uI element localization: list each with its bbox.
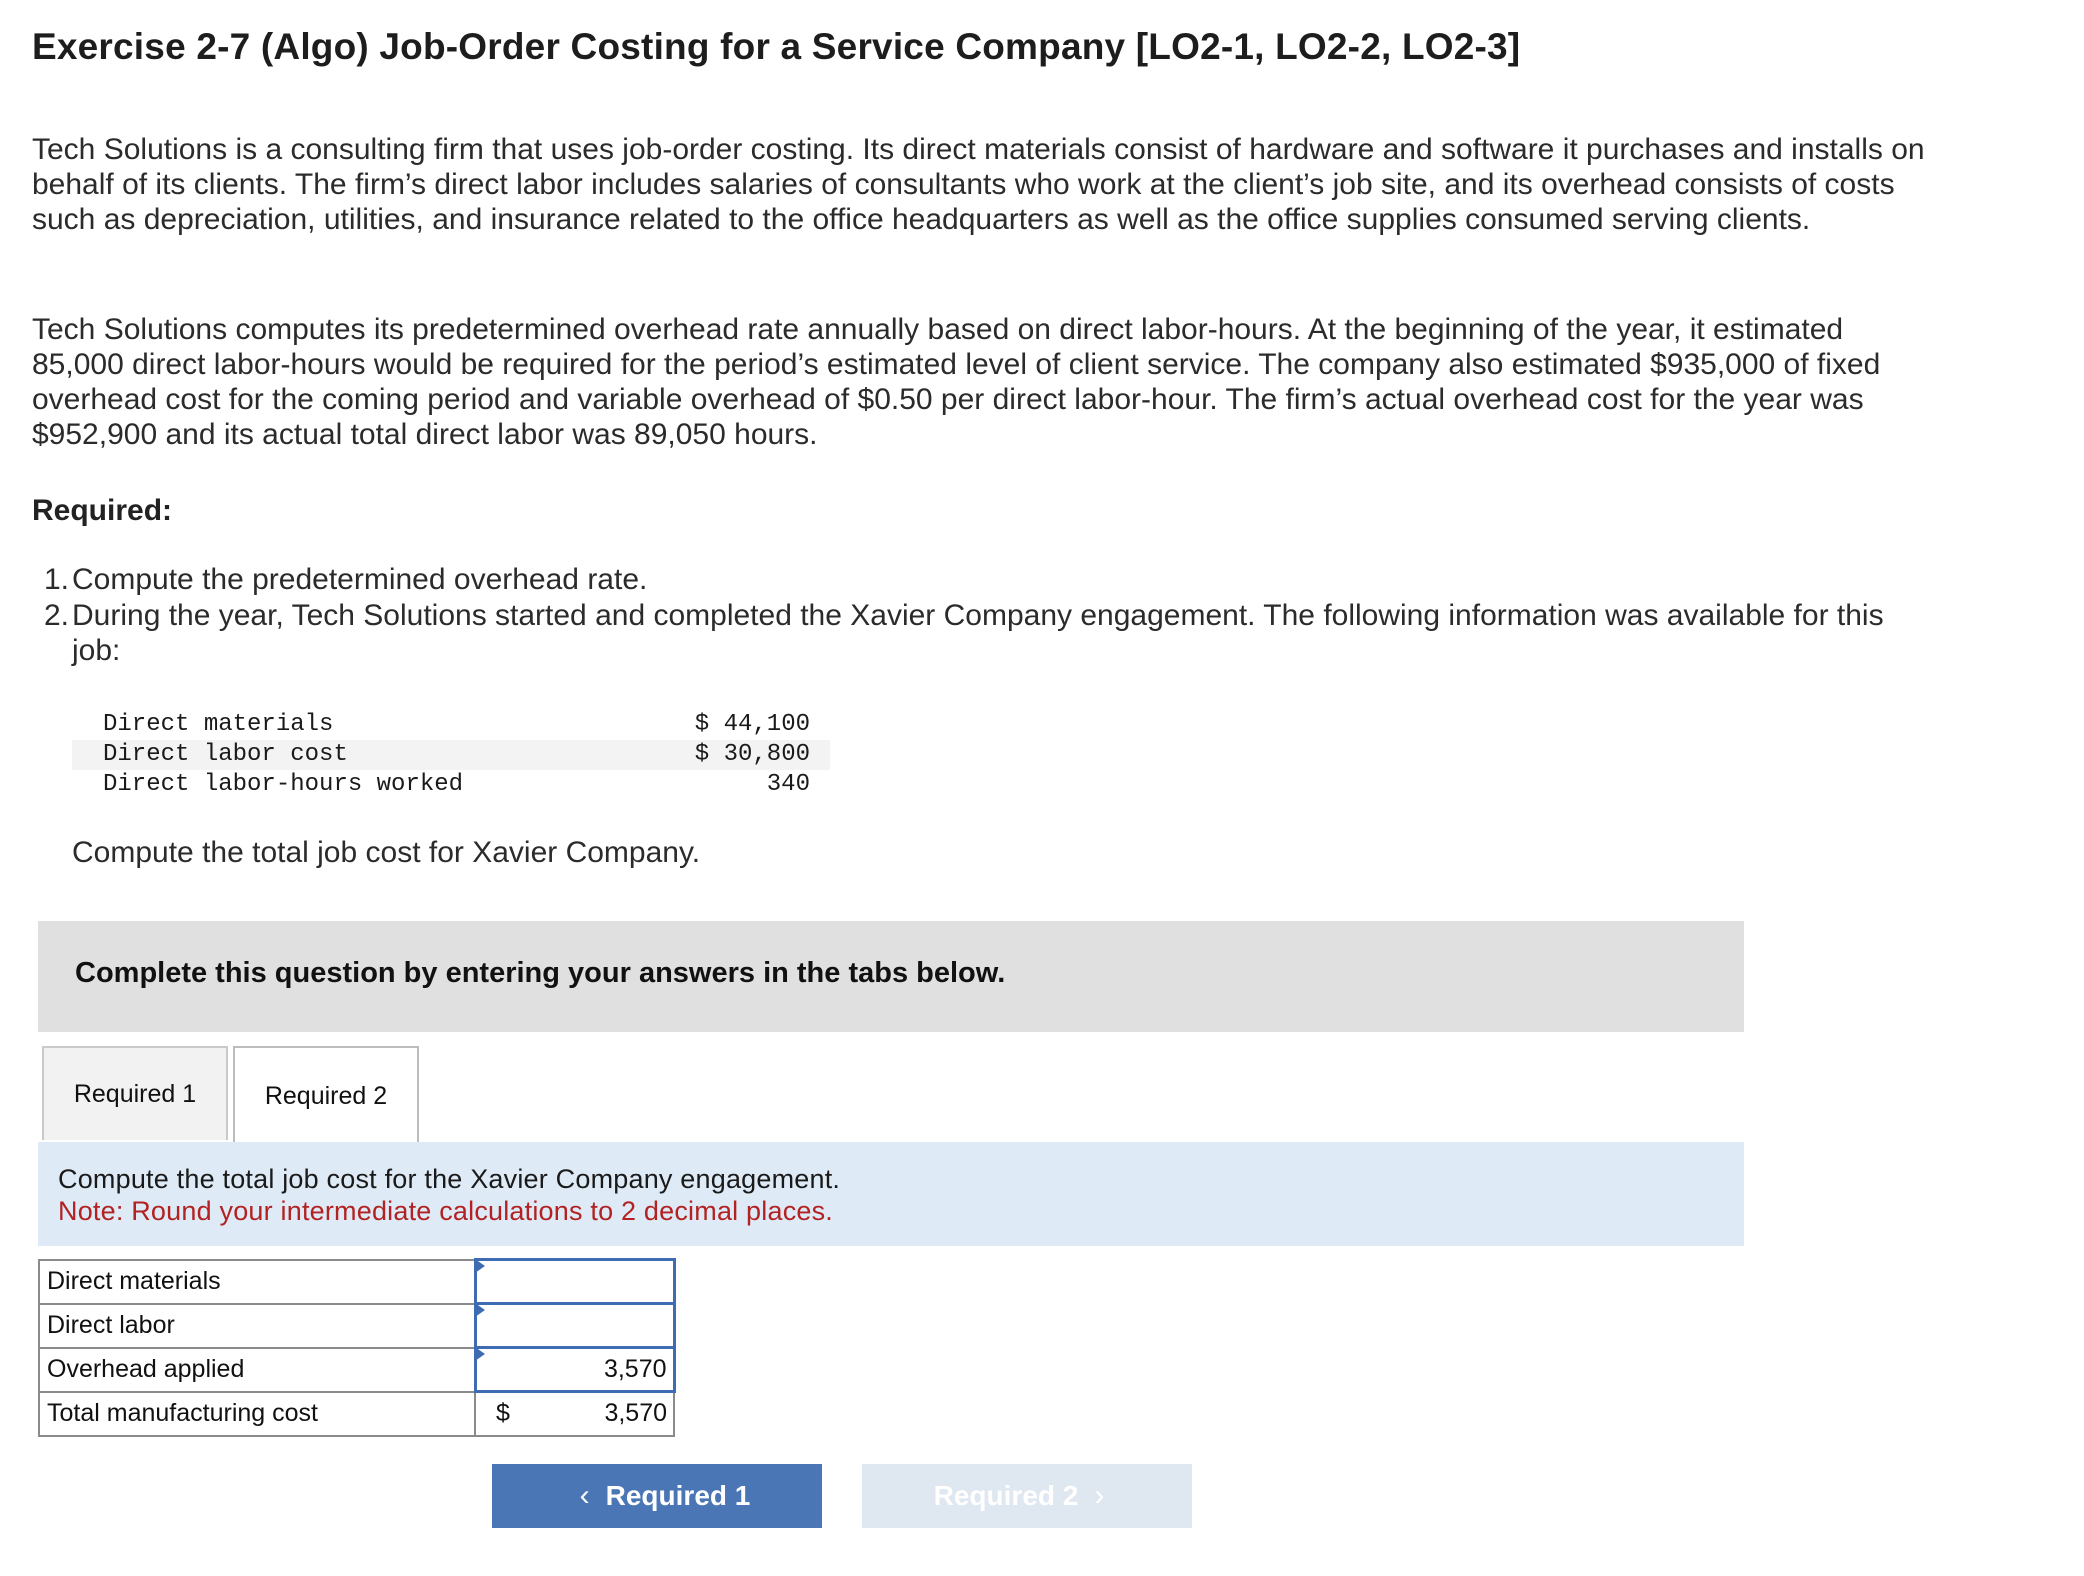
chevron-right-icon: ›: [1094, 1479, 1105, 1512]
row-label-overhead-applied: Overhead applied: [39, 1348, 475, 1392]
job-info-value: $ 44,100: [694, 711, 810, 738]
job-info-table: [72, 710, 830, 800]
job-info-label: Direct materials: [103, 711, 334, 738]
input-marker-icon: [475, 1347, 485, 1361]
required-item-text: During the year, Tech Solutions started and completed the Xavier Company engagement. The following information was available for this job:: [72, 599, 1884, 667]
required-item-2: [44, 598, 1924, 668]
page-title: Exercise 2-7 (Algo) Job-Order Costing for a Service Company [LO2-1, LO2-2, LO2-3]: [32, 26, 1521, 67]
input-value: 3,570: [603, 1355, 667, 1383]
required-item-text: Compute the predetermined overhead rate.: [72, 563, 648, 596]
table-row: [39, 1304, 674, 1348]
required-heading: Required:: [32, 494, 173, 527]
tab-bar: [42, 1046, 1744, 1144]
required-item-number: 2.: [44, 599, 70, 632]
required-item-1: [44, 562, 1924, 597]
tab-required-2[interactable]: Required 2: [233, 1046, 419, 1144]
table-row: [39, 1260, 674, 1304]
rounding-note: Note: Round your intermediate calculations to 2 decimal places.: [58, 1196, 834, 1226]
intro-paragraph-2: Tech Solutions computes its predetermined overhead rate annually based on direct labor-hours. At the beginning of the year, it estimated 85,000 direct labor-hours would be required for the period’s estimated level of client service. The company also estimated $935,000 of fixed overhead cost for the coming period and variable overhead of $0.50 per direct labor-hour. The firm’s actual overhead cost for the year was $952,900 and its actual total direct labor was 89,050 hours.: [32, 313, 1881, 451]
table-row: [72, 770, 830, 800]
compute-instruction: Compute the total job cost for Xavier Company.: [72, 836, 701, 869]
input-marker-icon: [475, 1303, 485, 1317]
total-manufacturing-cost-value: [475, 1392, 674, 1436]
instruction-banner: [38, 921, 1744, 1032]
prev-required-1-button[interactable]: [492, 1464, 822, 1528]
table-row: [72, 740, 830, 770]
instruction-text: Complete this question by entering your answers in the tabs below.: [75, 957, 1006, 989]
chevron-left-icon: ‹: [579, 1479, 590, 1512]
question-panel: [38, 1142, 1744, 1246]
overhead-applied-input[interactable]: [475, 1348, 674, 1392]
answer-table: [38, 1258, 676, 1437]
table-row: [39, 1392, 674, 1436]
intro-paragraph-1: Tech Solutions is a consulting firm that uses job-order costing. Its direct materials consist of hardware and software it purchases and installs on behalf of its clients. The firm’s direct labor includes salaries of consultants who work at the client’s job site, and its overhead consists of costs such as depreciation, utilities, and insurance related to the office headquarters as well as the office supplies consumed serving clients.: [32, 133, 1925, 236]
row-label-direct-materials: Direct materials: [39, 1260, 475, 1304]
required-list: [44, 562, 1924, 668]
job-info-label: Direct labor-hours worked: [103, 771, 464, 798]
prev-button-label: Required 1: [605, 1480, 751, 1511]
tab-required-1[interactable]: Required 1: [42, 1046, 228, 1140]
row-label-direct-labor: Direct labor: [39, 1304, 475, 1348]
total-value: 3,570: [604, 1399, 667, 1428]
next-button-label: Required 2: [933, 1480, 1079, 1511]
input-marker-icon: [475, 1259, 485, 1273]
job-info-value: $ 30,800: [683, 740, 830, 770]
currency-symbol: $: [496, 1399, 510, 1428]
job-info-label: Direct labor cost: [72, 740, 683, 770]
question-text: Compute the total job cost for the Xavier Company engagement.: [58, 1164, 841, 1194]
table-row: [39, 1348, 674, 1392]
table-row: [72, 710, 830, 740]
job-info-value: 340: [766, 771, 810, 798]
next-required-2-button[interactable]: [862, 1464, 1192, 1528]
required-item-number: 1.: [44, 563, 70, 596]
row-label-total-manufacturing-cost: Total manufacturing cost: [39, 1392, 475, 1436]
direct-materials-input[interactable]: [475, 1260, 674, 1304]
direct-labor-input[interactable]: [475, 1304, 674, 1348]
